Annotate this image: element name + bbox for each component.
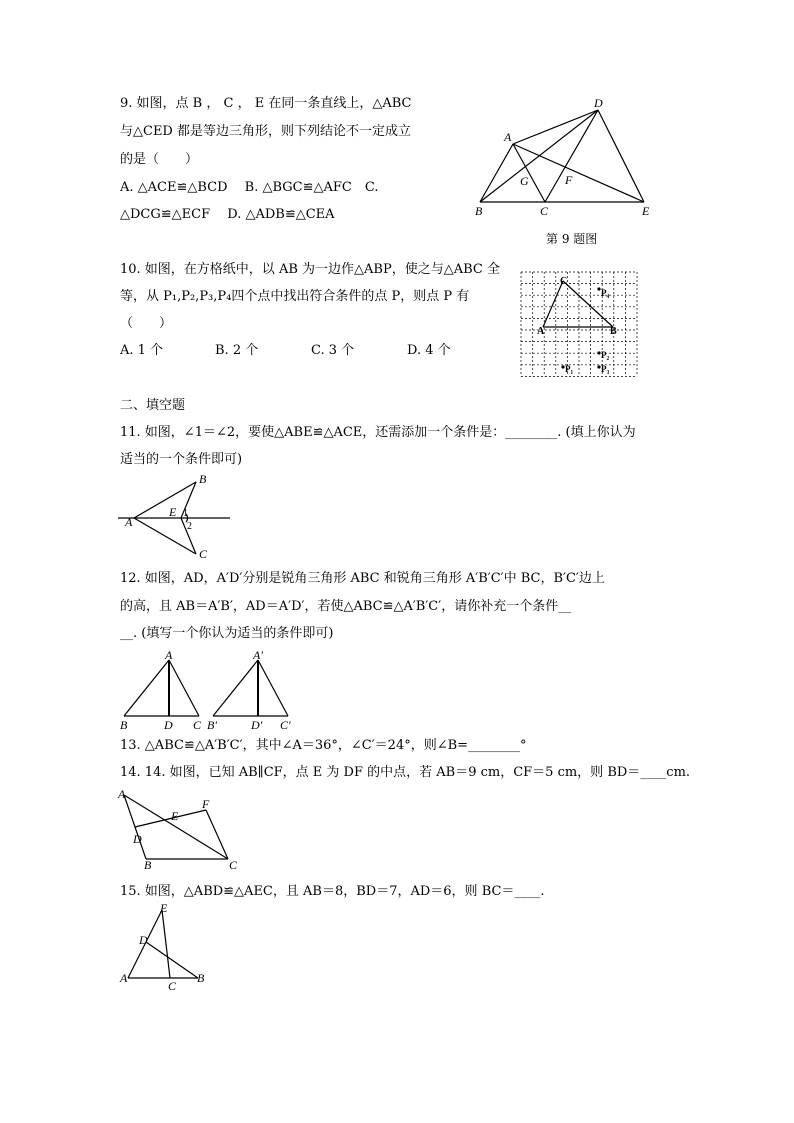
q10-line-1: 10. 如图，在方格纸中，以 AB 为一边作△ABP，使之与△ABC 全 — [120, 262, 500, 277]
q10-line-3: （ ） — [120, 316, 173, 331]
fig9-label-D: D — [594, 96, 603, 110]
fig10-label-P2: P₂ — [601, 350, 610, 360]
fig10-label-B: B — [610, 326, 617, 337]
q10-option-d: D. 4 个 — [407, 343, 451, 358]
fig9-label-C: C — [540, 204, 549, 218]
figure-14 — [118, 787, 248, 872]
q9-line-3: 的是（ ） — [120, 152, 199, 167]
fig14-label-A: A — [118, 787, 126, 801]
q9-line-4: A. △ACE≌△BCD B. △BGC≌△AFC C. — [120, 180, 379, 195]
q10-option-c: C. 3 个 — [311, 343, 355, 358]
fig12-label-D-prime: D′ — [251, 718, 263, 732]
fig11-label-2: 2 — [187, 521, 192, 532]
fig10-label-P4: P₄ — [601, 288, 610, 298]
fig14-label-D: D — [133, 832, 142, 846]
fig9-label-B: B — [475, 204, 483, 218]
q11-line-1: 11. 如图，∠1＝∠2，要使△ABE≌△ACE，还需添加一个条件是：________. (填上你认为 — [120, 425, 636, 440]
figure-10-grid — [519, 270, 639, 380]
fig12-label-C: C — [193, 718, 202, 732]
fig10-label-A: A — [537, 326, 545, 337]
figure-11 — [118, 474, 248, 564]
q10-line-2: 等，从 P₁,P₂,P₃,P₄四个点中找出符合条件的点 P，则点 P 有 — [120, 289, 470, 304]
fig12-label-B: B — [120, 718, 128, 732]
figure-12 — [118, 648, 308, 733]
fig10-label-C: C — [560, 276, 568, 287]
fig9-label-G: G — [520, 174, 529, 188]
q12-line-2: 的高，且 AB＝A′B′，AD＝A′D′，若使△ABC≌△A′B′C′，请你补充一个条件__ — [120, 599, 572, 614]
fig15-label-A: A — [120, 971, 128, 985]
fig12-label-A: A — [165, 648, 173, 662]
q10-option-b: B. 2 个 — [215, 343, 259, 358]
q14-line-1: 14. 14. 如图，已知 AB∥CF，点 E 为 DF 的中点，若 AB＝9 cm，CF＝5 cm，则 BD＝____cm. — [120, 765, 691, 780]
fig10-label-P1: P₁ — [565, 364, 574, 374]
fig12-label-B-prime: B′ — [207, 718, 217, 732]
fig9-label-F: F — [565, 173, 573, 187]
fig14-label-E: E — [171, 809, 179, 823]
fig11-label-B: B — [199, 472, 207, 486]
q9-line-2: 与△CED 都是等边三角形，则下列结论不一定成立 — [120, 124, 411, 139]
fig15-label-E: E — [160, 901, 168, 915]
figure-15 — [118, 900, 228, 993]
fig9-label-E: E — [642, 204, 650, 218]
section-fill-in-blank: 二、填空题 — [120, 398, 186, 413]
q12-line-1: 12. 如图，AD，A′D′分别是锐角三角形 ABC 和锐角三角形 A′B′C′中 BC，B′C′边上 — [120, 571, 605, 586]
q12-line-3: __. (填写一个你认为适当的条件即可) — [120, 626, 334, 641]
fig12-label-D: D — [164, 718, 173, 732]
fig12-label-C-prime: C′ — [280, 718, 291, 732]
q11-line-2: 适当的一个条件即可) — [120, 452, 243, 467]
q10-option-a: A. 1 个 — [120, 343, 164, 358]
fig14-label-B: B — [144, 858, 152, 872]
fig11-label-E: E — [169, 505, 177, 519]
q9-line-5: △DCG≌△ECF D. △ADB≌△CEA — [120, 207, 335, 222]
fig15-label-C: C — [168, 979, 177, 993]
fig11-label-C: C — [199, 547, 208, 561]
q9-line-1: 9. 如图，点 B ， C ， E 在同一条直线上，△ABC — [120, 96, 412, 111]
fig12-label-A-prime: A′ — [253, 648, 263, 662]
fig11-label-1: 1 — [183, 508, 188, 519]
fig14-label-F: F — [202, 797, 210, 811]
fig15-label-B: B — [197, 971, 205, 985]
figure-9 — [470, 96, 670, 221]
fig9-label-A: A — [504, 130, 512, 144]
q13-line-1: 13. △ABC≌△A′B′C′，其中∠A＝36°，∠C′＝24°，则∠B=________° — [120, 738, 527, 753]
fig11-label-A: A — [125, 515, 133, 529]
fig10-label-P3: P₃ — [601, 364, 610, 374]
fig14-label-C: C — [229, 858, 238, 872]
fig15-label-D: D — [139, 933, 148, 947]
fig9-caption: 第 9 题图 — [546, 232, 598, 246]
q15-line-1: 15. 如图，△ABD≌△AEC，且 AB＝8，BD＝7，AD＝6，则 BC＝____. — [120, 884, 545, 899]
